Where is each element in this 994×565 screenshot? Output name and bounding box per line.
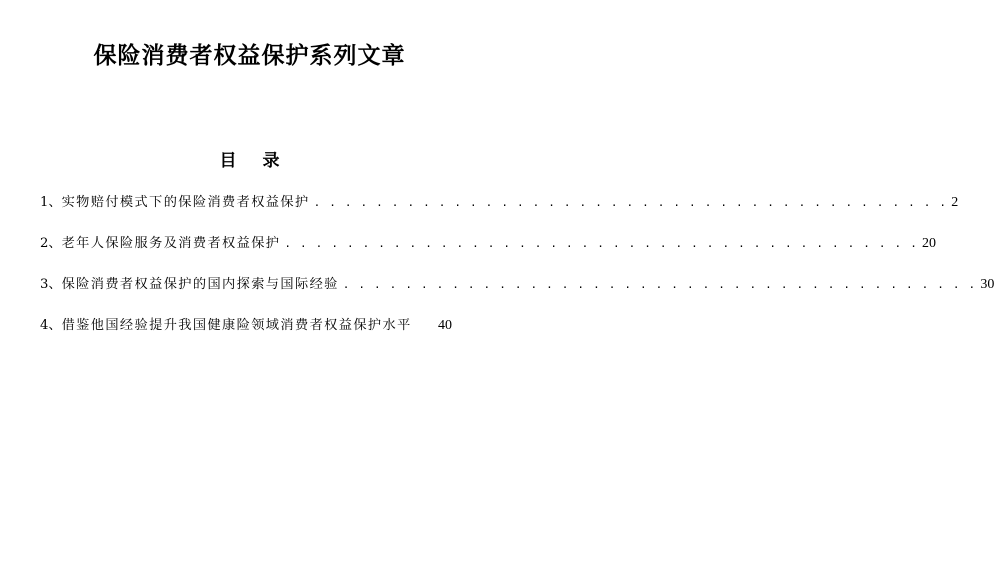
toc-entry-3[interactable]	[40, 275, 994, 316]
toc-entry-number: 1、	[40, 195, 62, 210]
table-of-contents	[40, 193, 994, 357]
toc-dot-leader: . . . . . . . . . . . . . . . . . . . . . . . . . . . . . . . . . . . . . . . . .	[284, 237, 919, 250]
toc-heading: 目 录	[219, 151, 290, 171]
toc-dot-leader: . . . . . . . . . . . . . . . . . . . . . . . . . . . . . . . . . . . . . . . . .	[342, 278, 977, 291]
toc-entry-number: 3、	[40, 277, 62, 292]
toc-entry-1[interactable]	[40, 193, 959, 234]
toc-entry-number: 2、	[40, 236, 62, 251]
toc-entry-page: 30	[980, 277, 994, 292]
toc-entry-2[interactable]	[40, 234, 937, 275]
toc-entry-title: 借鉴他国经验提升我国健康险领域消费者权益保护水平	[61, 318, 412, 333]
toc-entry-page: 2	[951, 195, 959, 210]
toc-entry-title: 保险消费者权益保护的国内探索与国际经验	[61, 277, 339, 292]
toc-entry-4[interactable]	[40, 316, 452, 357]
toc-entry-number: 4、	[40, 318, 62, 333]
toc-entry-title: 实物赔付模式下的保险消费者权益保护	[61, 195, 310, 210]
toc-dot-leader: . . . . . . . . . . . . . . . . . . . . . . . . . . . . . . . . . . . . . . . . .	[313, 196, 948, 209]
toc-entry-page: 20	[922, 236, 937, 251]
toc-entry-title: 老年人保险服务及消费者权益保护	[61, 236, 281, 251]
document-title: 保险消费者权益保护系列文章	[93, 43, 406, 69]
toc-entry-page: 40	[438, 318, 452, 333]
